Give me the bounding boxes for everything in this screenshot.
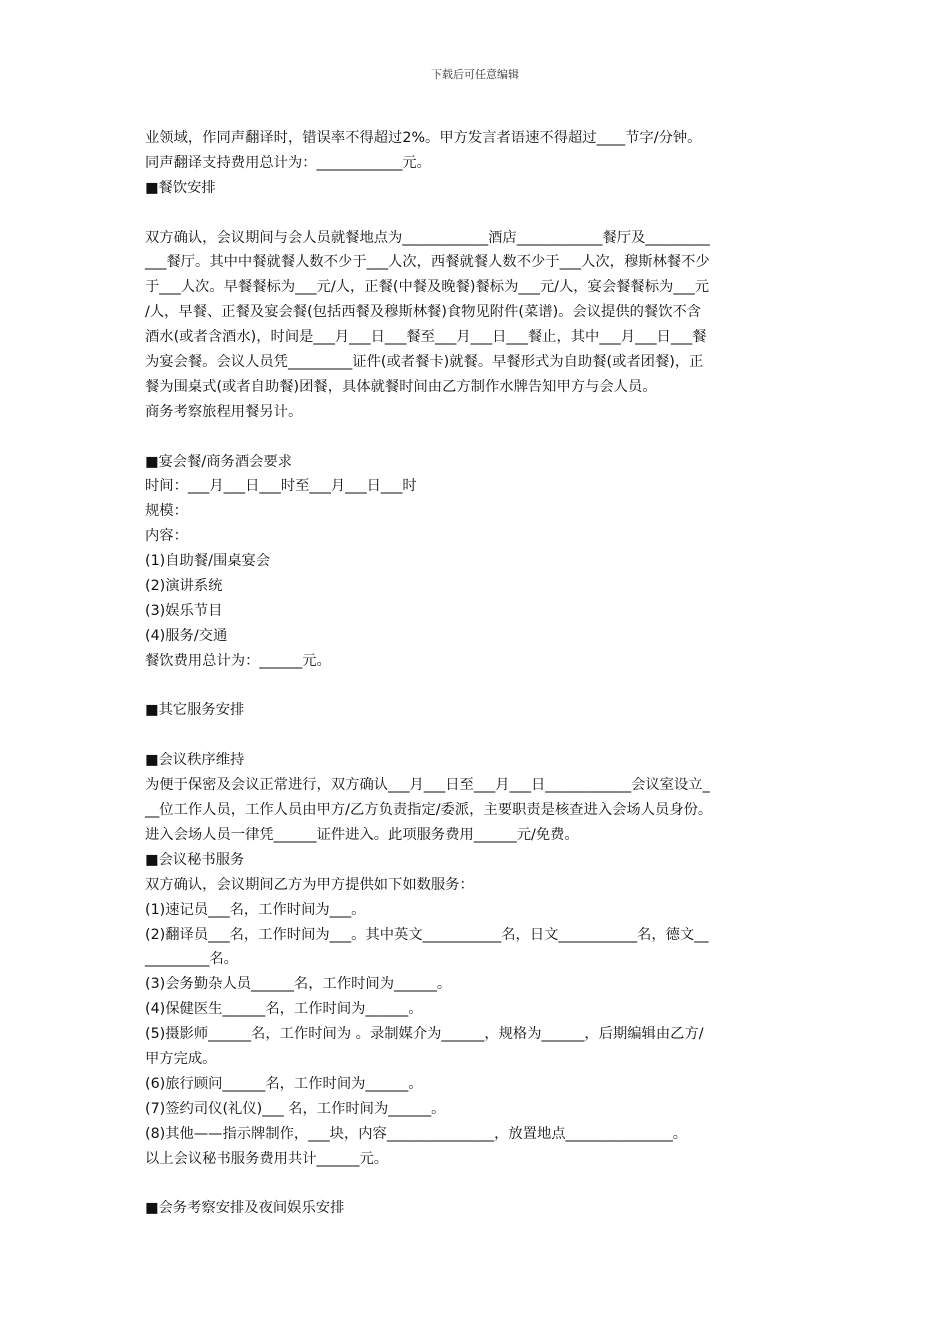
text-line: (1)速记员___名，工作时间为___。 xyxy=(145,901,366,918)
text-line: (4)服务/交通 xyxy=(145,627,228,644)
text-line: 商务考察旅程用餐另计。 xyxy=(145,403,303,420)
text-line: 规模： xyxy=(145,503,188,520)
text-line: 酒水(或者含酒水)，时间是___月___日___餐至___月___日___餐止，其中___月___日___餐 xyxy=(145,329,707,346)
text-line: (1)自助餐/围桌宴会 xyxy=(145,553,271,570)
page-header: 下载后可任意编辑 xyxy=(431,68,519,81)
blank-line xyxy=(145,674,815,699)
document-body xyxy=(145,126,815,1221)
section-heading: ■会务考察安排及夜间娱乐安排 xyxy=(145,1200,345,1217)
text-line: (7)签约司仪(礼仪)___ 名，工作时间为______。 xyxy=(145,1100,446,1117)
section-heading: ■餐饮安排 xyxy=(145,179,216,196)
text-line: 餐为围桌式(或者自助餐)团餐，具体就餐时间由乙方制作水牌告知甲方与会人员。 xyxy=(145,378,657,395)
section-heading: ■会议秩序维持 xyxy=(145,752,245,769)
text-line: 甲方完成。 xyxy=(145,1050,217,1067)
text-line: (3)娱乐节目 xyxy=(145,602,223,619)
text-line: (8)其他——指示牌制作，___块，内容_______________，放置地点_______________。 xyxy=(145,1125,688,1142)
section-heading: ■其它服务安排 xyxy=(145,702,245,719)
text-line: 以上会议秘书服务费用共计______元。 xyxy=(145,1150,389,1167)
text-line: 同声翻译支持费用总计为：____________元。 xyxy=(145,154,431,171)
text-line: 于___人次。早餐餐标为___元/人，正餐(中餐及晚餐)餐标为___元/人，宴会餐餐标为___元 xyxy=(145,279,710,296)
text-line: (6)旅行顾问______名，工作时间为______。 xyxy=(145,1075,423,1092)
text-line: (3)会务勤杂人员______名，工作时间为______。 xyxy=(145,976,452,993)
text-line: _________名。 xyxy=(145,951,238,968)
blank-line xyxy=(145,425,815,450)
text-line: ___餐厅。其中中餐就餐人数不少于___人次，西餐就餐人数不少于___人次，穆斯林餐不少 xyxy=(145,254,710,271)
text-line: 进入会场人员一律凭______证件进入。此项服务费用______元/免费。 xyxy=(145,826,579,843)
text-line: (5)摄影师______名，工作时间为 。录制媒介为______，规格为______，后期编辑由乙方/ xyxy=(145,1026,704,1043)
section-heading: ■会议秘书服务 xyxy=(145,851,245,868)
text-line: 双方确认，会议期间乙方为甲方提供如下如数服务： xyxy=(145,876,474,893)
text-line: 内容： xyxy=(145,528,188,545)
text-line: (2)演讲系统 xyxy=(145,578,223,595)
text-line: (2)翻译员___名，工作时间为___。其中英文___________名，日文___________名，德文__ xyxy=(145,926,709,943)
text-line: 为便于保密及会议正常进行，双方确认___月___日至___月___日____________会议室设立_ xyxy=(145,777,710,794)
text-line: 餐饮费用总计为：______元。 xyxy=(145,652,331,669)
text-line: (4)保健医生______名，工作时间为______。 xyxy=(145,1001,423,1018)
text-line: /人，早餐、正餐及宴会餐(包括西餐及穆斯林餐)食物见附件(菜谱)。会议提供的餐饮不含 xyxy=(145,304,702,321)
text-line: 业领域，作同声翻译时，错误率不得超过2%。甲方发言者语速不得超过____节字/分钟。 xyxy=(145,130,702,146)
text-line: __位工作人员，工作人员由甲方/乙方负责指定/委派，主要职责是核查进入会场人员身份。 xyxy=(145,802,713,819)
blank-line xyxy=(145,201,815,226)
text-line: 时间：___月___日___时至___月___日___时 xyxy=(145,478,417,495)
text-line: 双方确认，会议期间与会人员就餐地点为____________酒店____________餐厅及_________ xyxy=(145,229,710,246)
section-heading: ■宴会餐/商务酒会要求 xyxy=(145,453,292,470)
blank-line xyxy=(145,1171,815,1196)
text-line: 为宴会餐。会议人员凭_________证件(或者餐卡)就餐。早餐形式为自助餐(或者团餐)，正 xyxy=(145,354,704,371)
blank-line xyxy=(145,723,815,748)
